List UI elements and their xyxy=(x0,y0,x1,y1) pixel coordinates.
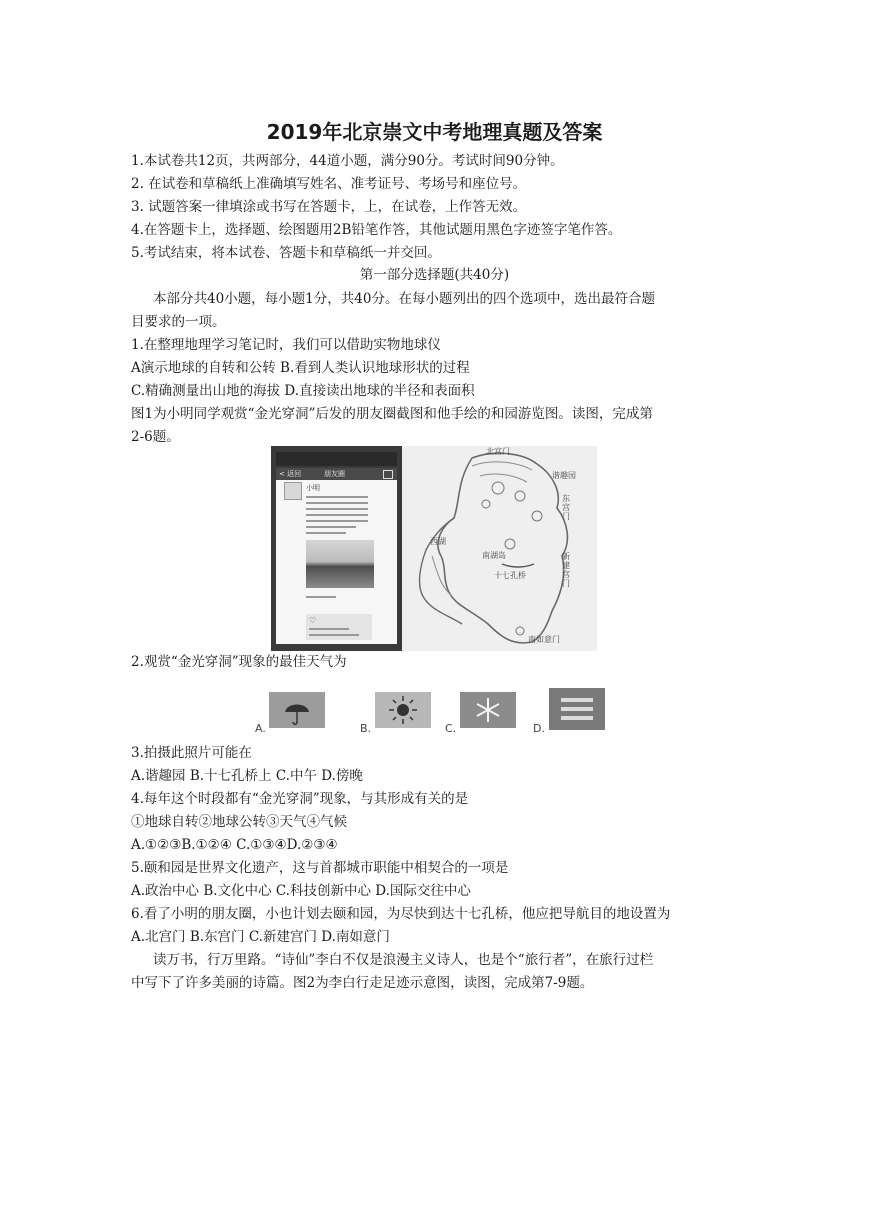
map-label-west-lake: 西湖 xyxy=(430,537,446,546)
section-intro-line-2: 目要求的一项。 xyxy=(131,314,226,330)
back-link: < 返回 xyxy=(279,470,302,478)
umbrella-rain-icon xyxy=(269,692,325,728)
map-label-east-gate: 东宫门 xyxy=(562,494,570,521)
option-a-label: A. xyxy=(255,722,266,735)
post-text-line xyxy=(306,526,356,528)
post-photo xyxy=(306,540,374,588)
map-label-nanhu-island: 南湖岛 xyxy=(482,551,506,560)
fog-icon xyxy=(549,688,605,730)
question-2-stem: 2.观赏“金光穿洞”现象的最佳天气为 xyxy=(131,654,347,670)
heart-icon: ♡ xyxy=(309,616,317,625)
camera-icon xyxy=(383,470,393,479)
question-4-options: A.①②③B.①②④ C.①③④D.②③④ xyxy=(131,837,338,853)
question-3-stem: 3.拍摄此照片可能在 xyxy=(131,745,252,761)
instruction-4: 4.在答题卡上，选择题、绘图题用2B铅笔作答，其他试题用黑色字迹签字笔作答。 xyxy=(131,222,622,238)
post-meta-line xyxy=(306,596,336,598)
instruction-3: 3. 试题答案一律填涂或书写在答题卡，上，在试卷，上作答无效。 xyxy=(131,199,527,215)
section-title: 第一部分选择题(共40分) xyxy=(359,267,510,283)
hill-line xyxy=(480,474,527,482)
post-text-line xyxy=(306,508,368,510)
question-5-options: A.政治中心 B.文化中心 C.科技创新中心 D.国际交往中心 xyxy=(131,883,471,899)
pagoda-marker xyxy=(492,482,504,494)
avatar xyxy=(284,482,302,500)
lake-outline xyxy=(438,453,567,643)
comment-line xyxy=(309,634,359,636)
question-1-options-2: C.精确测量出山地的海拔 D.直接读出地球的半径和表面积 xyxy=(131,383,475,399)
question-4-items: ①地球自转②地球公转③天气④气候 xyxy=(131,814,347,830)
option-c-label: C. xyxy=(445,722,457,735)
island-marker xyxy=(505,539,515,549)
question-1-stem: 1.在整理地理学习笔记时，我们可以借助实物地球仪 xyxy=(131,337,441,353)
building-marker xyxy=(482,500,490,508)
instruction-1: 1.本试卷共12页，共两部分，44道小题，满分90分。考试时间90分钟。 xyxy=(131,153,564,169)
question-6-stem: 6.看了小明的朋友圈，小也计划去颐和园，为尽快到达十七孔桥，他应把导航目的地设置为 xyxy=(131,906,671,922)
post-text-line xyxy=(306,514,368,516)
moments-title: 朋友圈 xyxy=(324,470,345,478)
map-label-xiequ-garden: 谐趣园 xyxy=(552,471,576,480)
question-6-options: A.北宫门 B.东宫门 C.新建宫门 D.南如意门 xyxy=(131,929,390,945)
option-d-label: D. xyxy=(533,722,545,735)
instruction-2: 2. 在试卷和草稿纸上准确填写姓名、准考证号、考场号和座位号。 xyxy=(131,176,527,192)
post-text-line xyxy=(306,502,368,504)
building-marker xyxy=(515,491,525,501)
moments-screen xyxy=(276,468,397,644)
building-marker xyxy=(532,511,542,521)
passage-line-2: 中写下了许多美丽的诗篇。图2为李白行走足迹示意图，读图，完成第7-9题。 xyxy=(131,975,594,991)
gate-marker xyxy=(516,627,524,635)
figure-1-intro-2: 2-6题。 xyxy=(131,429,180,445)
phone-status-bar xyxy=(276,452,397,466)
passage-line-1: 读万书，行万里路。“诗仙”李白不仅是浪漫主义诗人，也是个“旅行者”，在旅行过栏 xyxy=(153,952,654,968)
hill-line xyxy=(472,462,532,470)
summer-palace-map xyxy=(402,446,597,651)
map-label-south-gate: 南如意门 xyxy=(528,635,560,644)
likes-box xyxy=(306,614,372,640)
post-text-line xyxy=(306,496,368,498)
comment-line xyxy=(309,628,349,630)
post-text-line xyxy=(306,520,368,522)
moments-header xyxy=(276,468,397,480)
figure-1-intro-1: 图1为小明同学观赏“金光穿洞”后发的朋友圈截图和他手绘的和园游览图。读图，完成第 xyxy=(131,406,653,422)
question-4-stem: 4.每年这个时段都有“金光穿洞”现象，与其形成有关的是 xyxy=(131,791,469,807)
figure-1 xyxy=(271,446,597,651)
west-dike xyxy=(432,556,452,596)
question-3-options: A.谐趣园 B.十七孔桥上 C.中午 D.傍晚 xyxy=(131,768,363,784)
phone-screenshot xyxy=(271,446,402,651)
option-b-label: B. xyxy=(360,722,372,735)
map-label-new-gate: 新建宫门 xyxy=(562,552,570,588)
snowflake-icon xyxy=(460,692,516,728)
question-1-options-1: A演示地球的自转和公转 B.看到人类认识地球形状的过程 xyxy=(131,360,470,376)
question-5-stem: 5.颐和园是世界文化遗产，这与首都城市职能中相契合的一项是 xyxy=(131,860,509,876)
weather-options xyxy=(255,688,615,738)
sun-icon xyxy=(375,692,431,728)
post-text-line xyxy=(306,532,346,534)
section-intro-line-1: 本部分共40小题，每小题1分，共40分。在每小题列出的四个选项中，选出最符合题 xyxy=(153,291,655,307)
map-label-north-gate: 北宫门 xyxy=(486,447,510,456)
map-label-seventeen-arch-bridge: 十七孔桥 xyxy=(494,571,526,580)
post-author: 小明 xyxy=(306,484,320,492)
page-title: 2019年北京崇文中考地理真题及答案 xyxy=(266,120,603,144)
bridge-line xyxy=(502,564,534,567)
instruction-5: 5.考试结束，将本试卷、答题卡和草稿纸一并交回。 xyxy=(131,245,441,261)
